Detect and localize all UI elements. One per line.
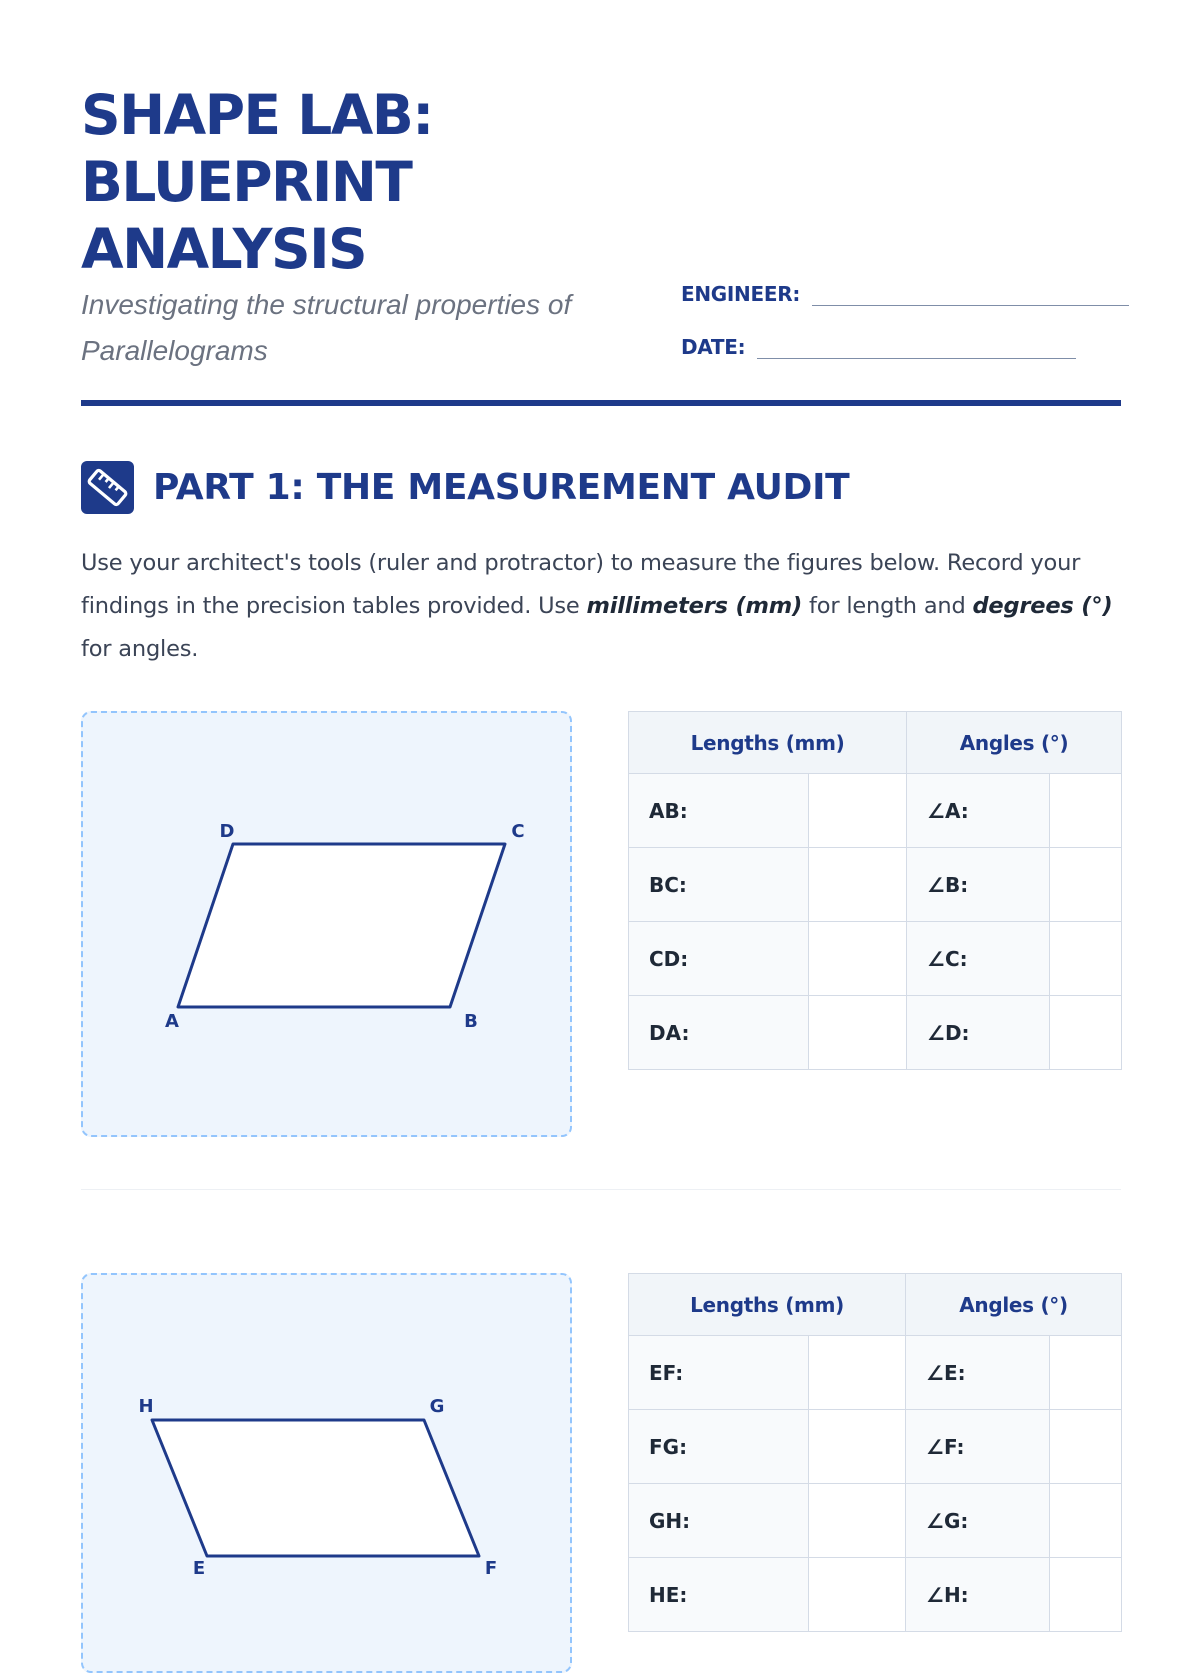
date-label: DATE:: [681, 335, 746, 359]
figure-efgh-box: [81, 1273, 572, 1673]
length-entry-cell[interactable]: [809, 996, 907, 1070]
measurement-table-efgh: [628, 1273, 1122, 1632]
length-label: BC:: [629, 848, 809, 922]
angles-header: Angles (°): [906, 1274, 1122, 1336]
parallelogram-efgh: [152, 1420, 479, 1556]
vertex-label-b: B: [464, 1011, 478, 1032]
length-label: EF:: [629, 1336, 809, 1410]
length-entry-cell[interactable]: [809, 1484, 906, 1558]
ruler-icon: [81, 461, 134, 514]
angle-entry-cell[interactable]: [1050, 1336, 1122, 1410]
angle-label: ∠G:: [906, 1484, 1050, 1558]
vertex-label-e: E: [192, 1558, 206, 1579]
angle-entry-cell[interactable]: [1050, 1558, 1122, 1632]
angle-label: ∠F:: [906, 1410, 1050, 1484]
angle-label: ∠H:: [906, 1558, 1050, 1632]
vertex-label-d: D: [219, 821, 235, 842]
page-title: SHAPE LAB: BLUEPRINT ANALYSIS: [81, 83, 433, 281]
section-divider: [81, 1189, 1121, 1190]
angle-entry-cell[interactable]: [1050, 774, 1122, 848]
date-field[interactable]: [757, 338, 1076, 359]
instructions-text: for length and: [802, 593, 973, 619]
worksheet-page: [81, 0, 1121, 1607]
length-entry-cell[interactable]: [809, 774, 907, 848]
vertex-label-g: G: [429, 1396, 445, 1417]
lengths-header: Lengths (mm): [629, 1274, 906, 1336]
angles-header: Angles (°): [907, 712, 1122, 774]
engineer-field[interactable]: [812, 285, 1129, 306]
length-label: AB:: [629, 774, 809, 848]
vertex-label-c: C: [511, 821, 525, 842]
parallelogram-abcd: [178, 844, 505, 1007]
angle-label: ∠C:: [907, 922, 1050, 996]
lengths-header: Lengths (mm): [629, 712, 907, 774]
instructions-unit-length: millimeters (mm): [586, 593, 803, 619]
figure-abcd-box: [81, 711, 572, 1137]
vertex-label-f: F: [484, 1558, 498, 1579]
page-subtitle: Investigating the structural properties of Parallelograms: [81, 289, 572, 366]
measurement-table-abcd: [628, 711, 1122, 1070]
angle-label: ∠A:: [907, 774, 1050, 848]
angle-label: ∠E:: [906, 1336, 1050, 1410]
angle-entry-cell[interactable]: [1050, 1484, 1122, 1558]
instructions-unit-angle: degrees (°): [972, 593, 1113, 619]
angle-label: ∠B:: [907, 848, 1050, 922]
angle-label: ∠D:: [907, 996, 1050, 1070]
part1-instructions: [81, 542, 1121, 671]
engineer-label: ENGINEER:: [681, 282, 801, 306]
length-entry-cell[interactable]: [809, 1558, 906, 1632]
vertex-label-a: A: [165, 1011, 179, 1032]
angle-entry-cell[interactable]: [1050, 922, 1122, 996]
length-entry-cell[interactable]: [809, 1336, 906, 1410]
header-divider: [81, 400, 1121, 406]
angle-entry-cell[interactable]: [1050, 996, 1122, 1070]
angle-entry-cell[interactable]: [1050, 848, 1122, 922]
length-label: GH:: [629, 1484, 809, 1558]
length-label: DA:: [629, 996, 809, 1070]
vertex-label-h: H: [138, 1396, 154, 1417]
part1-heading: PART 1: THE MEASUREMENT AUDIT: [153, 467, 850, 508]
instructions-text: Use your architect's tools (ruler and protractor) to measure the figures below. Record your findings in the precision tables provided. Use: [81, 550, 1081, 619]
length-entry-cell[interactable]: [809, 848, 907, 922]
date-row: [681, 335, 1076, 359]
length-entry-cell[interactable]: [809, 922, 907, 996]
length-label: CD:: [629, 922, 809, 996]
instructions-text: for angles.: [81, 636, 199, 662]
length-entry-cell[interactable]: [809, 1410, 906, 1484]
length-label: HE:: [629, 1558, 809, 1632]
length-label: FG:: [629, 1410, 809, 1484]
angle-entry-cell[interactable]: [1050, 1410, 1122, 1484]
engineer-row: [681, 282, 1129, 306]
